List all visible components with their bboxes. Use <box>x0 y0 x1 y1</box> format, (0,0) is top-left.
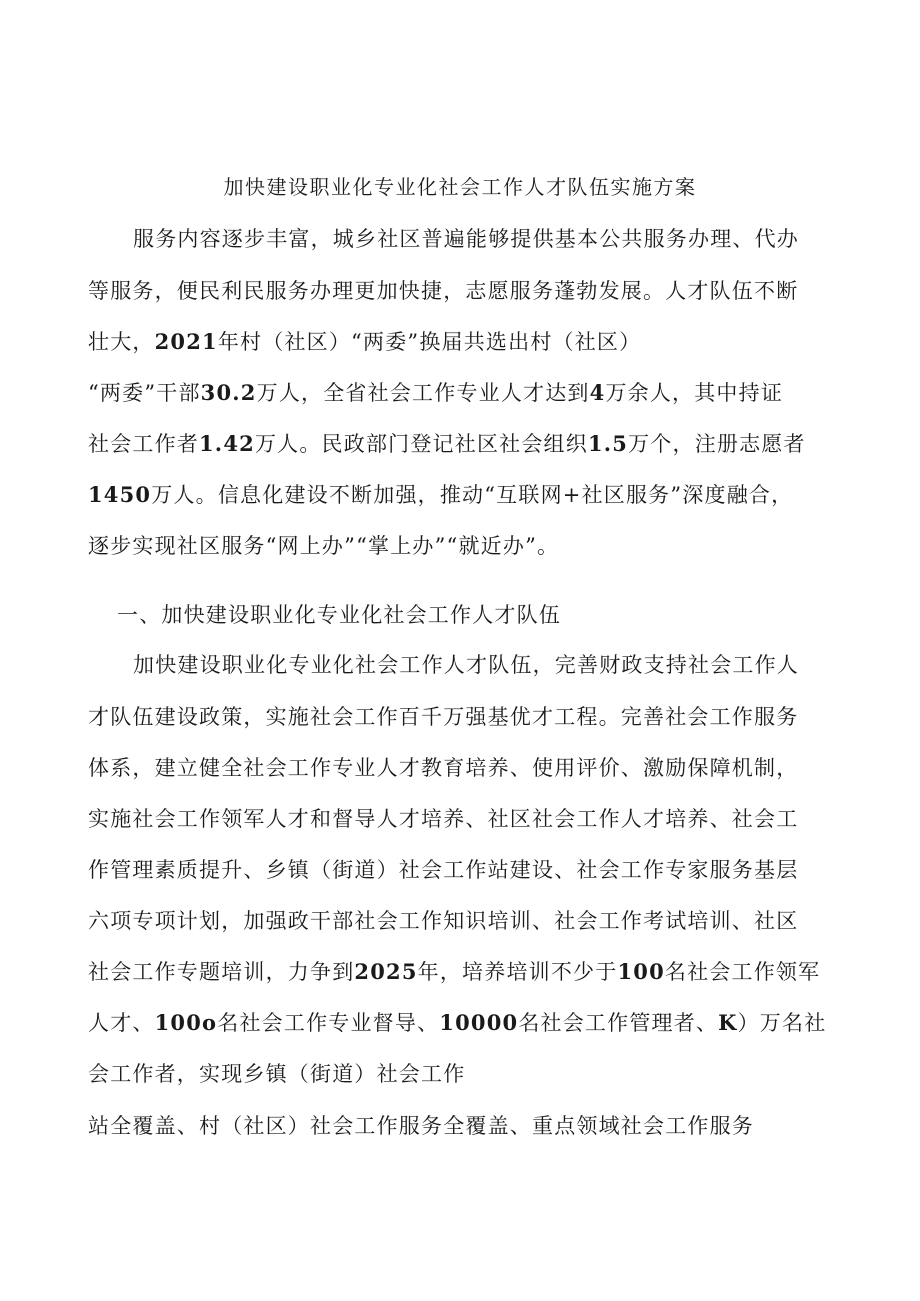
paragraph-line: 等服务，便民利民服务办理更加快捷，志愿服务蓬勃发展。人才队伍不断 <box>88 279 799 303</box>
paragraph-line: 体系，建立健全社会工作专业人才教育培养、使用评价、激励保障机制， <box>88 756 799 780</box>
paragraph-line: 逐步实现社区服务“网上办”“掌上办”“就近办”。 <box>88 534 560 558</box>
paragraph-line: 六项专项计划，加强政干部社会工作知识培训、社会工作考试培训、社区 <box>88 909 799 933</box>
section-heading: 一、加快建设职业化专业化社会工作人才队伍 <box>117 603 561 627</box>
paragraph-line: 实施社会工作领军人才和督导人才培养、社区社会工作人才培养、社会工 <box>88 807 799 831</box>
paragraph-line: 人才、100o名社会工作专业督导、10000名社会工作管理者、K）万名社 <box>88 1010 827 1035</box>
paragraph-line: “两委”干部30.2万人，全省社会工作专业人才达到4万余人，其中持证 <box>88 380 784 405</box>
paragraph-line: 会工作者，实现乡镇（街道）社会工作 <box>88 1062 466 1086</box>
paragraph-line: 才队伍建设政策，实施社会工作百千万强基优才工程。完善社会工作服务 <box>88 705 799 729</box>
paragraph-line: 1450万人。信息化建设不断加强，推动“互联网+社区服务”深度融合， <box>88 482 794 507</box>
paragraph-line: 站全覆盖、村（社区）社会工作服务全覆盖、重点领域社会工作服务 <box>88 1114 754 1138</box>
paragraph-line: 壮大，2021年村（社区）“两委”换届共选出村（社区） <box>88 329 642 354</box>
paragraph-line: 作管理素质提升、乡镇（街道）社会工作站建设、社会工作专家服务基层 <box>88 858 799 882</box>
paragraph-line: 社会工作专题培训，力争到2025年，培养培训不少于100名社会工作领军 <box>88 959 821 984</box>
document-title: 加快建设职业化专业化社会工作人才队伍实施方案 <box>223 175 697 199</box>
paragraph-line: 社会工作者1.42万人。民政部门登记社区社会组织1.5万个，注册志愿者 <box>88 431 806 456</box>
paragraph-line: 服务内容逐步丰富，城乡社区普遍能够提供基本公共服务办理、代办 <box>133 227 799 251</box>
paragraph-line: 加快建设职业化专业化社会工作人才队伍，完善财政支持社会工作人 <box>133 653 799 677</box>
